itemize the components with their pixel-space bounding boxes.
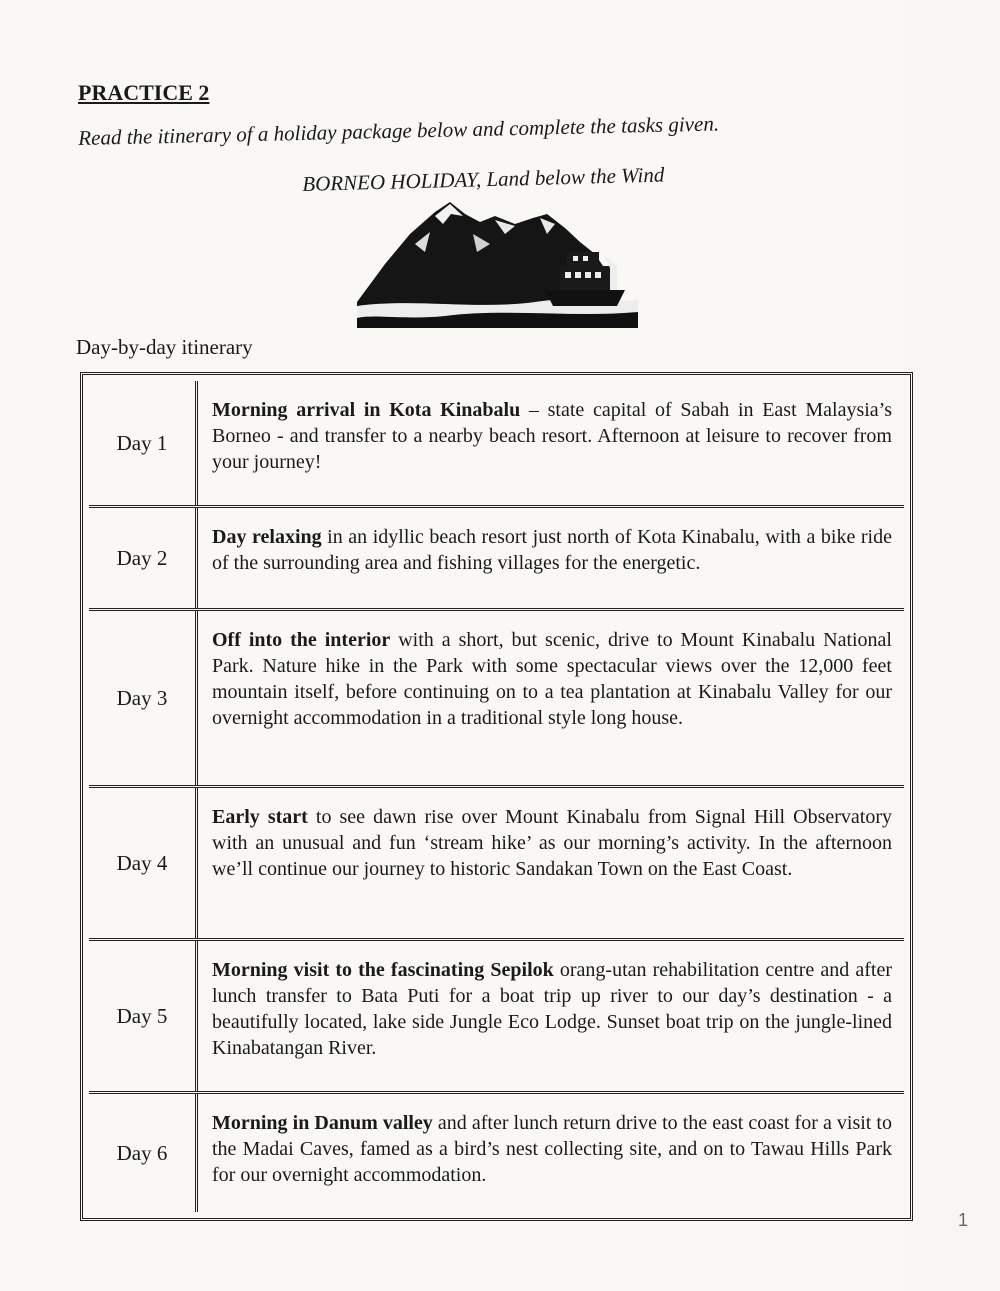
day-label: Day 3 [89, 611, 198, 785]
day-description [198, 788, 904, 938]
package-title: BORNEO HOLIDAY, Land below the Wind [302, 162, 665, 196]
day-text: with a short, but scenic, drive to Mount Kinabalu National Park. Nature hike in the Park with some spectacular views over the 12,000 feet mountain itself, before continuing on to a tea plantation at Kinabalu Valley for our overnight accommodation in a traditional style long house. [212, 629, 892, 729]
day-text: orang-utan rehabilitation centre and after lunch transfer to Bata Puti for a boat trip up river to our day’s destination - a beautifully located, lake side Jungle Eco Lodge. Sunset boat trip on the jungle-lined Kinabatangan River. [212, 959, 892, 1059]
day-description [198, 1094, 904, 1212]
day-highlight: Early start [212, 806, 308, 828]
day-label: Day 5 [89, 941, 198, 1091]
day-highlight: Day relaxing [212, 526, 322, 548]
day-highlight: Morning arrival in Kota Kinabalu [212, 399, 521, 421]
day-description [198, 611, 904, 785]
day-highlight: Morning in Danum valley [212, 1112, 433, 1134]
table-row [89, 505, 904, 608]
day-description [198, 381, 904, 505]
instruction-text: Read the itinerary of a holiday package below and complete the tasks given. [78, 111, 720, 150]
day-label: Day 1 [89, 381, 198, 505]
day-text: – state capital of Sabah in East Malaysia’s Borneo - and transfer to a nearby beach resort. Afternoon at leisure to recover from your journey! [212, 399, 892, 473]
table-row [89, 381, 904, 505]
day-label: Day 2 [89, 508, 198, 608]
table-row [89, 608, 904, 785]
day-text: to see dawn rise over Mount Kinabalu from Signal Hill Observatory with an unusual and fun ‘stream hike’ as our morning’s activity. In the afternoon we’ll continue our journey to historic Sandakan Town on the East Coast. [212, 806, 892, 880]
day-highlight: Off into the interior [212, 629, 391, 651]
itinerary-table [80, 372, 913, 1221]
table-row [89, 938, 904, 1091]
day-description [198, 508, 904, 608]
day-text: in an idyllic beach resort just north of Kota Kinabalu, with a bike ride of the surrounding area and fishing villages for the energetic. [212, 526, 892, 574]
itinerary-label: Day-by-day itinerary [76, 335, 253, 359]
day-label: Day 4 [89, 788, 198, 938]
day-description [198, 941, 904, 1091]
practice-title: PRACTICE 2 [78, 80, 210, 105]
day-text: and after lunch return drive to the east coast for a visit to the Madai Caves, famed as a bird’s nest collecting site, and on to Tawau Hills Park for our overnight accommodation. [212, 1112, 892, 1186]
day-highlight: Morning visit to the fascinating Sepilok [212, 959, 554, 981]
table-row [89, 785, 904, 938]
table-row [89, 1091, 904, 1212]
mountain-boat-illustration [355, 194, 640, 329]
page-number: 1 [958, 1210, 969, 1230]
day-label: Day 6 [89, 1094, 198, 1212]
